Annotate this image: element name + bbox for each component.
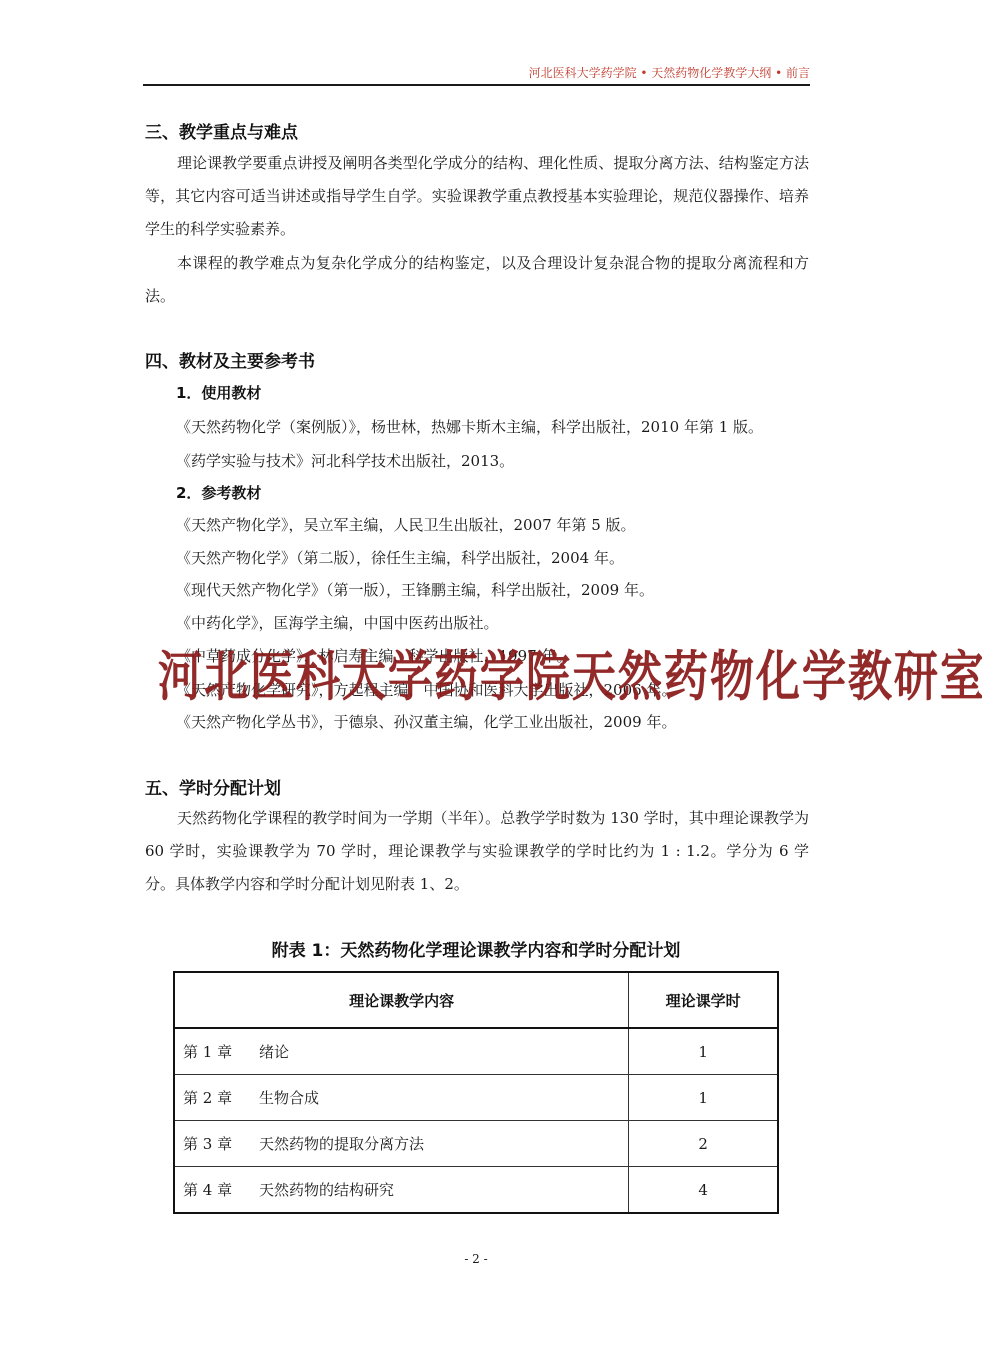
chapter-number: 第 3 章 bbox=[183, 1135, 233, 1153]
table-row bbox=[174, 1075, 778, 1121]
seal-glyph: 科 bbox=[295, 645, 339, 709]
reference-item: 《现代天然产物化学》（第一版），王锋鹏主编，科学出版社，2009 年。 bbox=[176, 581, 654, 599]
seal-glyph: 室 bbox=[940, 645, 982, 709]
chapter-title: 绪论 bbox=[259, 1043, 290, 1061]
chapter-title: 天然药物的提取分离方法 bbox=[259, 1135, 425, 1153]
chapter-title: 生物合成 bbox=[259, 1089, 320, 1107]
table-header-row bbox=[174, 972, 778, 1028]
chapter-hours: 4 bbox=[629, 1167, 778, 1214]
chapter-number: 第 2 章 bbox=[183, 1089, 233, 1107]
reference-item: 《中草药成分化学》，林启寿主编，科学出版社，1997 年。 bbox=[176, 647, 572, 665]
section-5-title: 五、学时分配计划 bbox=[145, 779, 281, 799]
schedule-table bbox=[173, 971, 779, 1214]
section-3-paragraph-1: 理论课教学要重点讲授及阐明各类型化学成分的结构、理化性质、提取分离方法、结构鉴定方法等，其它内容可适当讲述或指导学生自学。实验课教学重点教授基本实验理论，规范仪器操作、培养学生的科学实验素养。 bbox=[145, 154, 809, 238]
table-caption: 附表 1：天然药物化学理论课教学内容和学时分配计划 bbox=[271, 941, 681, 961]
chapter-title: 天然药物的结构研究 bbox=[259, 1181, 395, 1199]
section-5-paragraph: 天然药物化学课程的教学时间为一学期（半年）。总教学学时数为 130 学时，其中理论课教学为 60 学时，实验课教学为 70 学时，理论课教学与实验课教学的学时比约为 1 : 1.2。学分为 6 学分。具体教学内容和学时分配计划见附表 1、2。 bbox=[145, 809, 809, 893]
seal-glyph: 学 bbox=[479, 645, 523, 709]
table-row bbox=[174, 1028, 778, 1075]
column-header-content: 理论课教学内容 bbox=[174, 972, 629, 1028]
seal-glyph: 物 bbox=[710, 645, 753, 709]
reference-item: 《天然产物化学研究》，方起程主编，中国协和医科大学出版社，2006 年。 bbox=[176, 681, 677, 699]
seal-glyph: 化 bbox=[756, 645, 799, 709]
seal-glyph: 学 bbox=[802, 645, 845, 709]
seal-glyph: 北 bbox=[203, 645, 247, 709]
chapter-number: 第 1 章 bbox=[183, 1043, 233, 1061]
header-rule bbox=[143, 84, 810, 86]
chapter-hours: 1 bbox=[629, 1028, 778, 1075]
seal-glyph: 河 bbox=[157, 645, 201, 709]
table-row bbox=[174, 1121, 778, 1167]
chapter-number: 第 4 章 bbox=[183, 1181, 233, 1199]
table-row bbox=[174, 1167, 778, 1214]
seal-glyph: 院 bbox=[525, 645, 569, 709]
textbooks-heading: 1．使用教材 bbox=[176, 384, 262, 402]
seal-glyph: 学 bbox=[387, 645, 431, 709]
seal-glyph: 研 bbox=[894, 645, 937, 709]
references-heading: 2．参考教材 bbox=[176, 484, 262, 502]
textbook-item: 《药学实验与技术》河北科学技术出版社，2013。 bbox=[176, 452, 515, 470]
running-header: 河北医科大学药学院 • 天然药物化学教学大纲 • 前言 bbox=[528, 66, 810, 80]
section-3-title: 三、教学重点与难点 bbox=[145, 123, 298, 143]
seal-glyph: 大 bbox=[341, 645, 385, 709]
reference-item: 《天然产物化学》，吴立军主编，人民卫生出版社，2007 年第 5 版。 bbox=[176, 516, 636, 534]
reference-item: 《中药化学》，匡海学主编，中国中医药出版社。 bbox=[176, 614, 499, 632]
reference-item: 《天然产物化学丛书》，于德泉、孙汉董主编，化学工业出版社，2009 年。 bbox=[176, 713, 677, 731]
reference-item: 《天然产物化学》（第二版），徐任生主编，科学出版社，2004 年。 bbox=[176, 549, 624, 567]
seal-glyph: 药 bbox=[664, 645, 707, 709]
seal-glyph: 医 bbox=[249, 645, 293, 709]
page-number: - 2 - bbox=[464, 1252, 488, 1266]
textbook-item: 《天然药物化学（案例版）》，杨世林，热娜卡斯木主编，科学出版社，2010 年第 1 版。 bbox=[176, 418, 764, 436]
section-4-title: 四、教材及主要参考书 bbox=[145, 352, 315, 372]
section-3-paragraph-2: 本课程的教学难点为复杂化学成分的结构鉴定，以及合理设计复杂混合物的提取分离流程和方法。 bbox=[145, 254, 809, 305]
chapter-hours: 1 bbox=[629, 1075, 778, 1121]
column-header-hours: 理论课学时 bbox=[629, 972, 778, 1028]
seal-glyph: 教 bbox=[848, 645, 891, 709]
seal-glyph: 然 bbox=[617, 645, 661, 709]
seal-glyph: 药 bbox=[433, 645, 477, 709]
seal-glyph: 天 bbox=[571, 645, 615, 709]
chapter-hours: 2 bbox=[629, 1121, 778, 1167]
